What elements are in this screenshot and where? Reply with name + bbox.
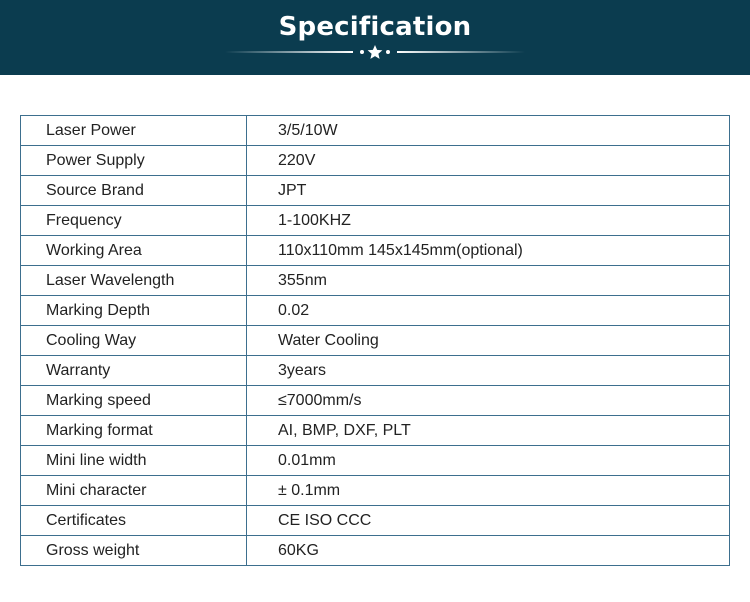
spec-value: 1-100KHZ bbox=[247, 206, 730, 236]
spec-value: ± 0.1mm bbox=[247, 476, 730, 506]
spec-value: 0.01mm bbox=[247, 446, 730, 476]
spec-value: 0.02 bbox=[247, 296, 730, 326]
spec-value: ≤7000mm/s bbox=[247, 386, 730, 416]
table-row bbox=[21, 206, 730, 236]
table-row bbox=[21, 506, 730, 536]
spec-value: Water Cooling bbox=[247, 326, 730, 356]
spec-label: Mini line width bbox=[21, 446, 247, 476]
spec-value: 355nm bbox=[247, 266, 730, 296]
spec-value: 60KG bbox=[247, 536, 730, 566]
spec-label: Marking Depth bbox=[21, 296, 247, 326]
spec-label: Certificates bbox=[21, 506, 247, 536]
table-row bbox=[21, 476, 730, 506]
spec-value: CE ISO CCC bbox=[247, 506, 730, 536]
table-row bbox=[21, 356, 730, 386]
spec-label: Marking speed bbox=[21, 386, 247, 416]
spec-label: Warranty bbox=[21, 356, 247, 386]
table-row bbox=[21, 116, 730, 146]
table-row bbox=[21, 146, 730, 176]
table-row bbox=[21, 176, 730, 206]
spec-table bbox=[20, 115, 730, 566]
spec-label: Frequency bbox=[21, 206, 247, 236]
star-divider-icon bbox=[225, 44, 525, 60]
spec-label: Laser Power bbox=[21, 116, 247, 146]
table-row bbox=[21, 236, 730, 266]
spec-label: Power Supply bbox=[21, 146, 247, 176]
table-row bbox=[21, 416, 730, 446]
table-row bbox=[21, 326, 730, 356]
spec-label: Cooling Way bbox=[21, 326, 247, 356]
table-row bbox=[21, 536, 730, 566]
table-row bbox=[21, 266, 730, 296]
table-row bbox=[21, 296, 730, 326]
spec-table-body bbox=[21, 116, 730, 566]
spec-value: 110x110mm 145x145mm(optional) bbox=[247, 236, 730, 266]
spec-value: JPT bbox=[247, 176, 730, 206]
header-banner bbox=[0, 0, 750, 75]
spec-label: Working Area bbox=[21, 236, 247, 266]
table-row bbox=[21, 386, 730, 416]
spec-value: 220V bbox=[247, 146, 730, 176]
page-title: Specification bbox=[278, 12, 472, 42]
table-row bbox=[21, 446, 730, 476]
spec-label: Gross weight bbox=[21, 536, 247, 566]
spec-label: Marking format bbox=[21, 416, 247, 446]
spec-value: AI, BMP, DXF, PLT bbox=[247, 416, 730, 446]
spec-label: Laser Wavelength bbox=[21, 266, 247, 296]
spec-label: Source Brand bbox=[21, 176, 247, 206]
spec-value: 3years bbox=[247, 356, 730, 386]
spec-value: 3/5/10W bbox=[247, 116, 730, 146]
spec-label: Mini character bbox=[21, 476, 247, 506]
